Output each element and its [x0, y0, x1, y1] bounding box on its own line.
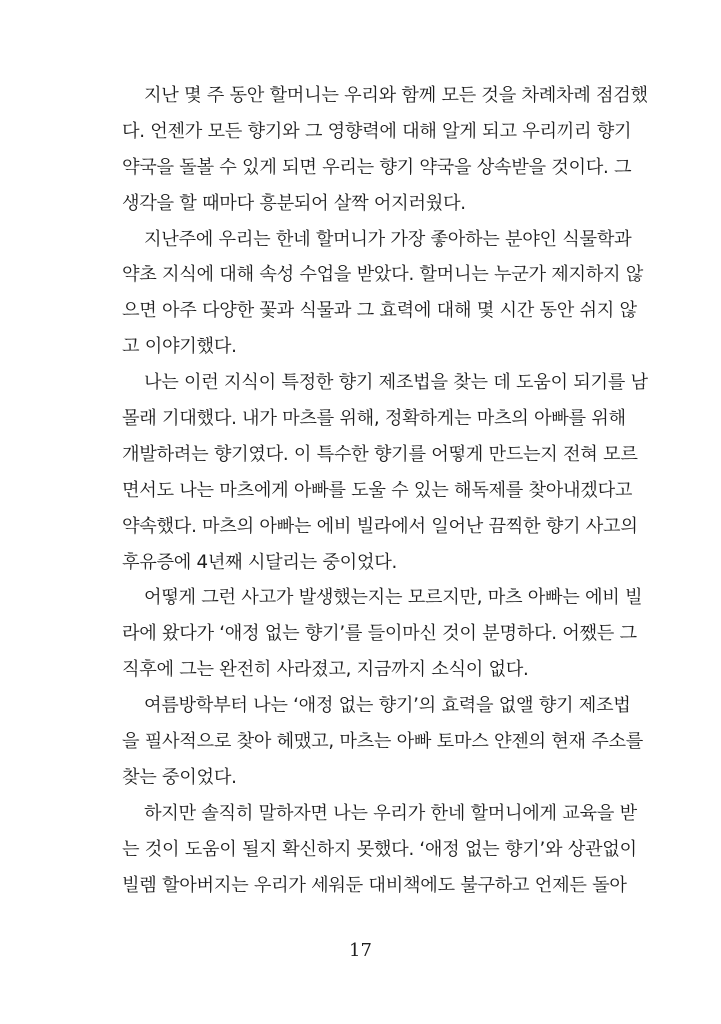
text-line: 직후에 그는 완전히 사라졌고, 지금까지 소식이 없다.	[122, 659, 529, 681]
paragraph	[122, 796, 637, 904]
text-line: 몰래 기대했다. 내가 마츠를 위해, 정확하게는 마츠의 아빠를 위해	[122, 408, 626, 430]
paragraph	[122, 365, 648, 580]
text-line: 약초 지식에 대해 속성 수업을 받았다. 할머니는 누군가 제지하지 않	[122, 264, 644, 286]
text-line: 약속했다. 마츠의 아빠는 에비 빌라에서 일어난 끔찍한 향기 사고의	[122, 515, 638, 537]
body-text	[122, 78, 648, 903]
paragraph	[122, 78, 648, 222]
text-line: 찾는 중이었다.	[122, 766, 237, 788]
text-line: 여름방학부터 나는 ‘애정 없는 향기’의 효력을 없앨 향기 제조법	[144, 695, 631, 717]
text-line: 약국을 돌볼 수 있게 되면 우리는 향기 약국을 상속받을 것이다. 그	[122, 156, 632, 178]
text-line: 지난주에 우리는 한네 할머니가 가장 좋아하는 분야인 식물학과	[144, 228, 632, 250]
text-line: 면서도 나는 마츠에게 아빠를 도울 수 있는 해독제를 찾아내겠다고	[122, 479, 633, 501]
text-line: 다. 언젠가 모든 향기와 그 영향력에 대해 알게 되고 우리끼리 향기	[122, 120, 632, 142]
text-line: 후유증에 4년째 시달리는 중이었다.	[122, 551, 397, 573]
text-line: 개발하려는 향기였다. 이 특수한 향기를 어떻게 만드는지 전혀 모르	[122, 443, 638, 465]
text-line: 을 필사적으로 찾아 헤맸고, 마츠는 아빠 토마스 얀젠의 현재 주소를	[122, 731, 644, 753]
text-line: 라에 왔다가 ‘애정 없는 향기’를 들이마신 것이 분명하다. 어쨌든 그	[122, 623, 637, 645]
text-line: 어떻게 그런 사고가 발생했는지는 모르지만, 마츠 아빠는 에비 빌	[144, 587, 643, 609]
text-line: 나는 이런 지식이 특정한 향기 제조법을 찾는 데 도움이 되기를 남	[144, 372, 648, 394]
text-line: 지난 몇 주 동안 할머니는 우리와 함께 모든 것을 차례차례 점검했	[144, 85, 648, 106]
text-line: 는 것이 도움이 될지 확신하지 못했다. ‘애정 없는 향기’와 상관없이	[122, 838, 637, 860]
paragraph	[122, 222, 644, 366]
text-line: 빌렘 할아버지는 우리가 세워둔 대비책에도 불구하고 언제든 돌아	[122, 874, 627, 896]
text-line: 하지만 솔직히 말하자면 나는 우리가 한네 할머니에게 교육을 받	[144, 802, 637, 824]
text-line: 생각을 할 때마다 흥분되어 살짝 어지러웠다.	[122, 192, 466, 214]
paragraph	[122, 580, 643, 688]
paragraph	[122, 688, 644, 796]
text-line: 으면 아주 다양한 꽃과 식물과 그 효력에 대해 몇 시간 동안 쉬지 않	[122, 300, 637, 322]
page-number: 17	[349, 940, 372, 961]
text-line: 고 이야기했다.	[122, 336, 237, 358]
